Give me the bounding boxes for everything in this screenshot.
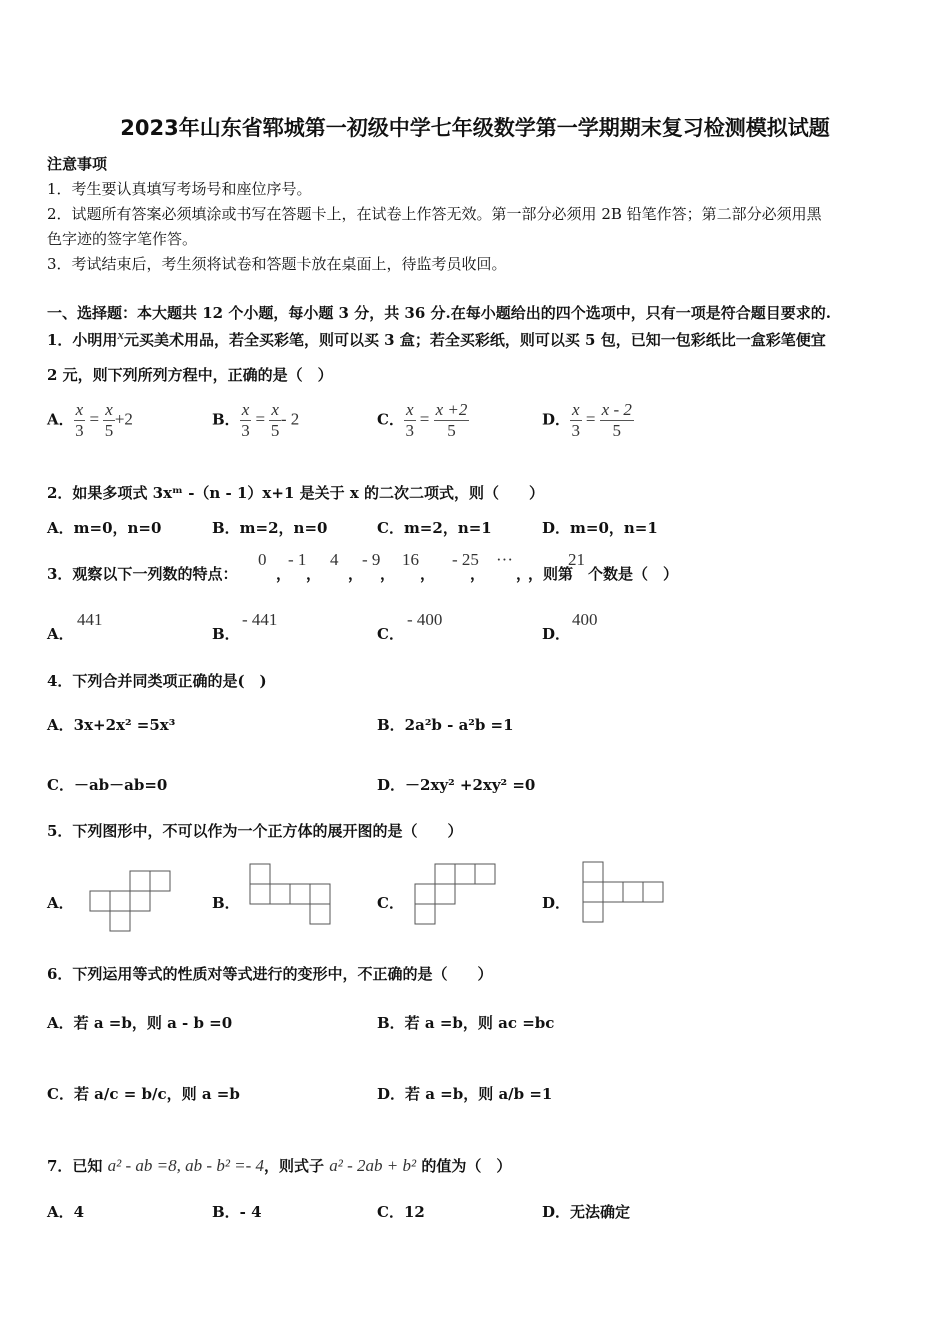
numerator: x xyxy=(241,400,250,419)
notice-item: 2．试题所有答案必须填涂或书写在答题卡上，在试卷上作答无效。第一部分必须用 2B 铅笔作答；第二部分必须用黑 xyxy=(47,205,822,223)
q5-text: 5．下列图形中，不可以作为一个正方体的展开图的是（ ） xyxy=(47,822,463,840)
cube-net-a xyxy=(90,871,170,931)
q3-option-value: 400 xyxy=(572,610,598,629)
q2-option-a: A．m=0，n=0 xyxy=(47,519,162,537)
q7-condition: a² - ab =8, ab - b² =- 4 xyxy=(107,1156,265,1175)
q5-option-d: D． xyxy=(542,894,571,912)
q6-text: 6．下列运用等式的性质对等式进行的变形中，不正确的是（ ） xyxy=(47,965,493,983)
q3-text-c: 个数是（ ） xyxy=(588,565,679,583)
option-label: D． xyxy=(542,410,571,429)
q7-option-b: B．- 4 xyxy=(212,1203,262,1221)
q3-option-label: C． xyxy=(377,625,404,643)
q7-text: 的值为（ ） xyxy=(421,1157,512,1175)
q3-option-value: - 441 xyxy=(242,610,278,629)
q5-option-a: A． xyxy=(47,894,74,912)
notice-item: 1．考生要认真填写考场号和座位序号。 xyxy=(47,180,312,198)
option-label: B． xyxy=(212,410,240,429)
numerator: x - 2 xyxy=(601,400,632,419)
sequence-term: 0 xyxy=(258,550,267,569)
denominator: 3 xyxy=(571,421,581,440)
denominator: 3 xyxy=(405,421,414,440)
denominator: 3 xyxy=(75,421,84,440)
notice-heading: 注意事项 xyxy=(47,155,108,173)
q6-option-a: A．若 a =b，则 a - b =0 xyxy=(47,1014,233,1032)
q4-option-c: C．－ab－ab=0 xyxy=(47,776,168,794)
cube-net-b xyxy=(250,864,330,924)
q6-option-c: C．若 a/c = b/c，则 a =b xyxy=(47,1085,240,1103)
sequence-term: 4 xyxy=(330,550,339,569)
tail: - 2 xyxy=(280,409,300,429)
comma: ， xyxy=(306,565,322,583)
q1-var: x xyxy=(117,327,124,342)
q4-option-b: B．2a²b - a²b =1 xyxy=(377,716,514,734)
q7-line xyxy=(47,1155,511,1176)
page-title: 2023年山东省郓城第一初级中学七年级数学第一学期期末复习检测模拟试题 xyxy=(120,116,830,140)
comma: ， xyxy=(380,565,396,583)
sequence-term: - 25 xyxy=(452,550,479,569)
comma: ， xyxy=(348,565,364,583)
q4-text: 4．下列合并同类项正确的是( ) xyxy=(47,672,267,690)
numerator: x xyxy=(75,400,84,419)
q7-text: 7．已知 xyxy=(47,1157,103,1175)
comma: ， xyxy=(276,565,292,583)
comma: ， xyxy=(420,565,436,583)
denominator: 5 xyxy=(270,421,280,440)
q3-option-label: D． xyxy=(542,625,571,643)
sequence-term: - 1 xyxy=(288,550,307,569)
q3-option-label: A． xyxy=(47,625,74,643)
comma: ， xyxy=(470,565,486,583)
q1-text: 1．小明用 xyxy=(47,331,118,349)
denominator: 5 xyxy=(104,421,114,440)
tail: +2 xyxy=(114,409,133,429)
option-label: C． xyxy=(377,410,404,429)
q3-option-value: - 400 xyxy=(407,610,443,629)
q4-option-d: D．－2xy² +2xy² =0 xyxy=(377,776,536,794)
q1-option: A． $\frac{x}{3}$ = $\frac{x}{5}$ +2 xyxy=(47,400,133,440)
section-heading: 一、选择题：本大题共 12 个小题，每小题 3 分，共 36 分.在每小题给出的四个选项中，只有一项是符合题目要求的. xyxy=(47,304,831,322)
q6-option-b: B．若 a =b，则 ac =bc xyxy=(377,1014,555,1032)
denominator: 5 xyxy=(447,421,456,440)
q4-option-a: A．3x+2x² =5x³ xyxy=(47,716,176,734)
q7-expression: a² - 2ab + b² xyxy=(329,1156,417,1175)
denominator: 3 xyxy=(241,421,250,440)
q3-n: 21 xyxy=(568,550,585,569)
q1-option: C． $\frac{x}{3}$ = $\frac{x +2}{5}$ xyxy=(377,400,468,440)
q5-option-c: C． xyxy=(377,894,404,912)
q2-text: 2．如果多项式 3xᵐ -（n - 1）x+1 是关于 x 的二次二项式，则（ ） xyxy=(47,484,544,502)
q1-line2: 2 元，则下列所列方程中，正确的是（ ） xyxy=(47,366,333,384)
q7-option-d: D．无法确定 xyxy=(542,1203,631,1221)
q1-option: D． $\frac{x}{3}$ = $\frac{x - 2}{5}$ xyxy=(542,400,632,440)
q6-option-d: D．若 a =b，则 a/b =1 xyxy=(377,1085,553,1103)
numerator: x xyxy=(405,400,414,419)
comma: ， xyxy=(516,565,532,583)
sequence-term: - 9 xyxy=(362,550,381,569)
sequence-term: 16 xyxy=(402,550,419,569)
q1-option: B． $\frac{x}{3}$ = $\frac{x}{5}$ - 2 xyxy=(212,400,300,440)
q1-text: 元买美术用品，若全买彩笔，则可以买 3 盒；若全买彩纸，则可以买 5 包，已知一包彩纸比一盒彩笔便宜 xyxy=(123,331,826,349)
cube-net-d xyxy=(583,862,663,922)
option-label: A． xyxy=(47,410,74,429)
cube-net-c xyxy=(415,864,495,924)
q3-option-label: B． xyxy=(212,625,240,643)
numerator: x xyxy=(572,400,580,419)
numerator: x xyxy=(105,400,113,419)
q5-option-b: B． xyxy=(212,894,240,912)
q7-option-a: A．4 xyxy=(47,1203,85,1221)
q3-text: 3．观察以下一列数的特点： xyxy=(47,565,238,583)
notice-item: 3．考试结束后，考生须将试卷和答题卡放在桌面上，待监考员收回。 xyxy=(47,255,507,273)
q2-option-c: C．m=2，n=1 xyxy=(377,519,492,537)
q3-option-value: 441 xyxy=(77,610,103,629)
denominator: 5 xyxy=(612,421,622,440)
q2-option-d: D．m=0，n=1 xyxy=(542,519,658,537)
q7-option-c: C．12 xyxy=(377,1203,425,1221)
q3-text-b: ，则第 xyxy=(528,565,574,583)
q7-text: ，则式子 xyxy=(264,1157,325,1175)
numerator: x +2 xyxy=(435,400,468,419)
notice-item: 色字迹的签字笔作答。 xyxy=(47,230,198,248)
q2-option-b: B．m=2，n=0 xyxy=(212,519,328,537)
numerator: x xyxy=(271,400,279,419)
sequence-term: ··· xyxy=(496,550,513,569)
